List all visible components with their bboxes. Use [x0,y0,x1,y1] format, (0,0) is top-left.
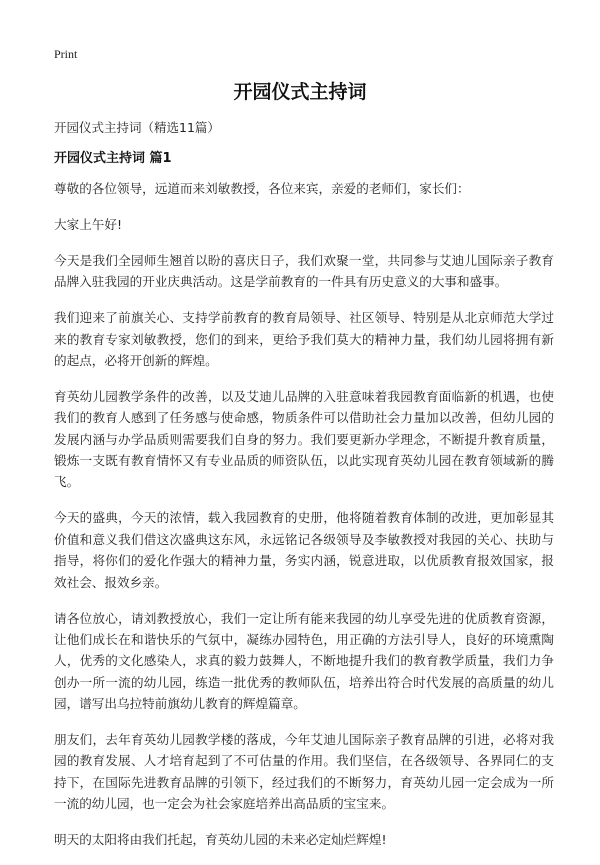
paragraph-greeting: 大家上午好! [54,216,123,232]
paragraph: 朋友们，去年育英幼儿园教学楼的落成，今年艾迪儿国际亲子教育品牌的引进，必将对我园的教育发展、人才培育起到了不可估量的作用。我们坚信，在各级领导、各界同仁的支持下，在国际先进教育品牌的引领下，经过我们的不断努力，育英幼儿园一定会成为一所一流的幼儿园，也一定会为社会家庭培养出高品质的宝宝来。 [54,732,554,812]
document-body [54,178,554,865]
paragraph-salutation: 尊敬的各位领导，远道而来刘敏教授，各位来宾，亲爱的老师们，家长们： [54,181,470,196]
paragraph: 请各位放心，请刘教授放心，我们一定让所有能来我园的幼儿享受先进的优质教育资源，让他们成长在和谐快乐的气氛中，凝练办园特色，用正确的方法引导人，良好的环境熏陶人，优秀的文化感染人，求真的毅力鼓舞人，不断地提升我们的教育教学质量，我们力争创办一所一流的幼儿园，练造一批优秀的教师队伍，培养出符合时代发展的高质量的幼儿园，谱写出乌拉特前旗幼儿教育的辉煌篇章。 [54,610,554,712]
paragraph-closing: 明天的太阳将由我们托起，育英幼儿园的未来必定灿烂辉煌! [54,832,387,848]
paragraph: 今天的盛典，今天的浓情，载入我园教育的史册，他将随着教育体制的改进，更加彰显其价值和意义我们借这次盛典这东风，永远铭记各级领导及李敏教授对我园的关心、扶助与指导，将你们的爱化作强大的精神力量，务实内涵，锐意进取，以优质教育报效国家，报效社会、报效乡亲。 [54,510,554,590]
paragraph: 我们迎来了前旗关心、支持学前教育的教育局领导、社区领导、特别是从北京师范大学过来的教育专家刘敏教授，您们的到来，更给予我们莫大的精神力量，我们幼儿园将拥有新的起点，必将开创新的辉煌。 [54,310,554,368]
document-subtitle: 开园仪式主持词（精选11篇） [54,120,220,135]
paragraph: 育英幼儿园教学条件的改善，以及艾迪儿品牌的入驻意味着我园教育面临新的机遇，也使我们的教育人感到了任务感与使命感，物质条件可以借助社会力量加以改善，但幼儿园的发展内涵与办学品质则需要我们自身的努力。我们要更新办学理念，不断提升教育质量，锻炼一支既有教育情怀又有专业品质的师资队伍，以此实现育英幼儿园在教育领域新的腾飞。 [54,388,554,490]
print-label: Print [54,47,78,61]
paragraph: 今天是我们全园师生翘首以盼的喜庆日子，我们欢聚一堂，共同参与艾迪儿国际亲子教育品牌入驻我园的开业庆典活动。这是学前教育的一件具有历史意义的大事和盛事。 [54,252,554,290]
section-heading: 开园仪式主持词 篇1 [54,151,172,166]
document-title: 开园仪式主持词 [233,81,367,103]
